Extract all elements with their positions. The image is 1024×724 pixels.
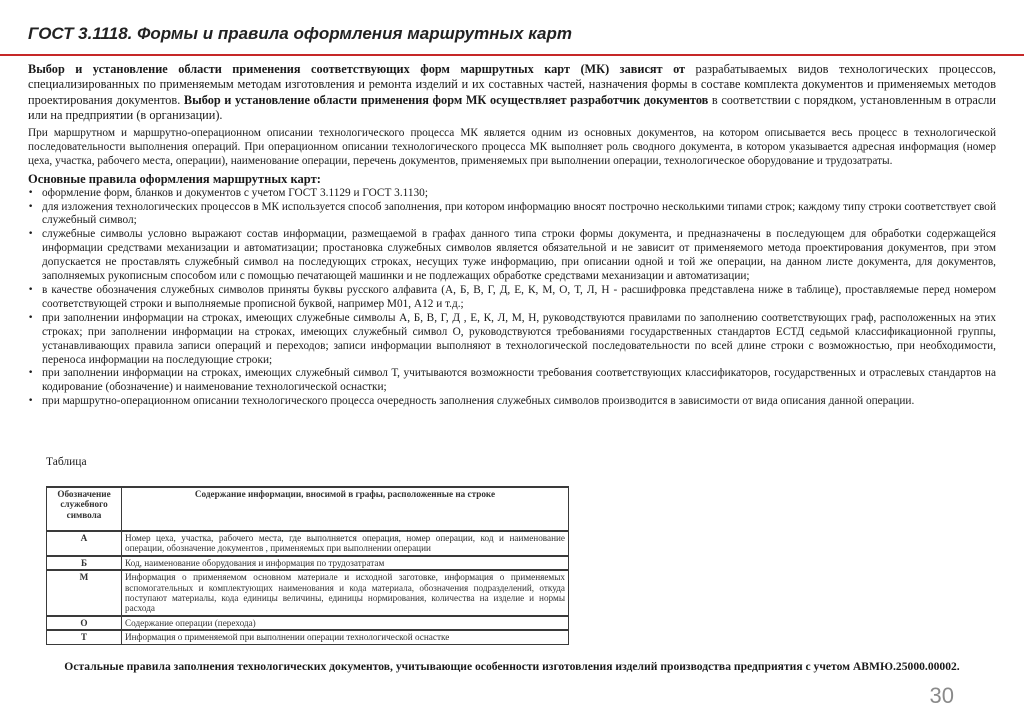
symbol-cell: Б [47,556,122,570]
intro-text-1: разрабатываемых видов технологических процессов, специализированных по применяемым методам изготовления и ремонта изделий и их составных частей, назначения формы в составе комплекта документов и применяемых методов проектирования документов. [28,62,996,107]
list-item [28,187,996,201]
page-title: ГОСТ 3.1118. Формы и правила оформления маршрутных карт [28,24,572,43]
table-row [47,616,569,630]
rules-list [28,187,996,410]
intro-paragraph [28,62,996,124]
rule-text: в качестве обозначения служебных символов приняты буквы русского алфавита (А, Б, В, Г, Д, Е, К, М, О, Т, Л, Н - расшифровка представлена ниже в таблице), проставляемые перед номером соответствующей строки и выполняемые прописной буквой, например М01, А12 и т.д.; [42,283,996,310]
main-content [28,62,996,409]
list-item [28,228,996,284]
intro-bold-1: Выбор и установление области применения соответствующих форм маршрутных карт (МК) зависят от [28,62,686,76]
page-number: 30 [929,683,954,708]
rule-text: при маршрутно-операционном описании технологического процесса очередность заполнения служебных символов производится в зависимости от вида описания данной операции. [42,395,915,408]
table-row [47,630,569,644]
bullet-icon: • [28,396,34,407]
content-cell: Информация о применяемой при выполнении операции технологической оснастке [122,630,569,644]
footer-note: Остальные правила заполнения технологических документов, учитывающие особенности изготовления изделий производства предприятия с учетом АВМЮ.25000.00002. [64,660,960,673]
rule-text: оформление форм, бланков и документов с учетом ГОСТ 3.1129 и ГОСТ 3.1130; [42,186,428,199]
symbol-cell: А [47,531,122,556]
column-header-symbol: Обозначение служебного символа [47,487,122,531]
service-symbols-table [46,486,569,645]
rule-text: служебные символы условно выражают состав информации, размещаемой в графах данного типа строки формы документа, и предназначены в последующем для обработки содержащейся информации средствами механизации и автоматизации; простановка служебных символов является обязательной и не зависит от применяемого метода проектирования документов, при этом допускается не проставлять служебный символ на последующих строках, несущих туже информацию, при описании одной и той же операции, на данном листе документа, для документов, заполняемых рукописным способом или с помощью печатающей машинки и не подлежащих обработке средствами механизации и автоматизации; [42,228,996,283]
symbol-cell: О [47,616,122,630]
list-item [28,284,996,312]
bullet-icon: • [28,368,34,379]
content-cell: Номер цеха, участка, рабочего места, где выполняется операция, номер операции, код и наименование операции, обозначение документов , применяемых при выполнении операции [122,531,569,556]
table-row [47,556,569,570]
table-header-row [47,487,569,531]
bullet-icon: • [28,187,34,198]
content-cell: Код, наименование оборудования и информация по трудозатратам [122,556,569,570]
list-item [28,395,996,409]
bullet-icon: • [28,229,34,240]
table-row [47,570,569,616]
bullet-icon: • [28,312,34,323]
content-cell: Информация о применяемом основном материале и исходной заготовке, информация о применяемых вспомогательных и комплектующих наименования и кода материала, обозначения подразделений, откуда поступают материалы, кода единицы величины, единицы нормирования, количества на изделие и нормы расхода [122,570,569,616]
list-item [28,367,996,395]
description-paragraph: При маршрутном и маршрутно-операционном описании технологического процесса МК является одним из основных документов, на котором описывается весь процесс в технологической последовательности выполнения операций. При операционном описании технологического процесса МК выполняет роль сводного документа, в котором указывается адресная информация (номер цеха, участка, рабочего места, операции), наименование операции, перечень документов, применяемых при выполнении операции, технологическое оборудование и трудозатраты. [28,126,996,167]
rules-heading: Основные правила оформления маршрутных карт: [28,171,321,186]
bullet-icon: • [28,284,34,295]
table-row [47,531,569,556]
symbol-cell: М [47,570,122,616]
title-divider [0,54,1024,56]
intro-text-2: в соответствии с порядком, установленным в отрасли или на предприятии (в организации). [28,92,997,123]
column-header-content: Содержание информации, вносимой в графы, расположенные на строке [122,487,569,531]
rule-text: при заполнении информации на строках, имеющих служебный символ Т, учитываются возможности требования соответствующих классификаторов, государственных и отраслевых стандартов на кодирование (обозначение) и наименование технологической оснастки; [42,367,996,394]
content-cell: Содержание операции (перехода) [122,616,569,630]
list-item [28,201,996,229]
list-item [28,312,996,368]
symbol-cell: Т [47,630,122,644]
intro-bold-2: Выбор и установление области применения форм МК осуществляет разработчик документов [183,92,709,107]
rule-text: для изложения технологических процессов в МК используется способ заполнения, при котором информацию вносят построчно несколькими типами строк; каждому типу строки соответствует свой служебный символ; [42,200,996,227]
bullet-icon: • [28,201,34,212]
table-caption: Таблица [46,456,87,468]
rule-text: при заполнении информации на строках, имеющих служебные символы А, Б, В, Г, Д , Е, К, Л, М, Н, руководствуются правилами по заполнению соответствующих граф, расположенных на этих строках; при заполнении информации на строках, имеющих служебный символ О, руководствуются требованиями государственных стандартов ЕСТД седьмой классификационной группы, устанавливающих правила записи операций и переходов; записи информации выполняют в технологической последовательности по всей длине строки с возможностью, при необходимости, переноса информации на последующие строки; [42,311,996,366]
